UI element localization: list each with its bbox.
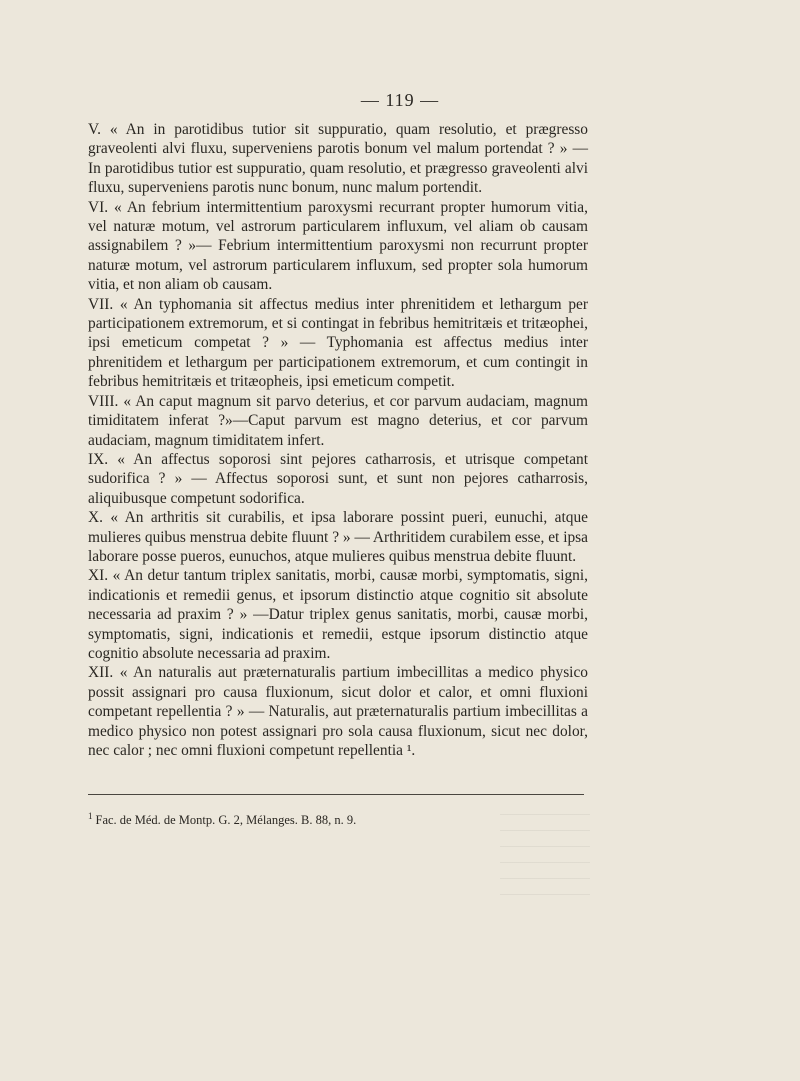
- footnote-text: Fac. de Méd. de Montp. G. 2, Mélanges. B. 88, n. 9.: [95, 813, 357, 828]
- thesis-VII: VII. « An typhomania sit affectus medius inter phrenitidem et lethargum per participationem extremorum, et si contingat in febribus hemitritæis et tritæophei, ipsi emeticum competat ? » — Typhomania est affectus medius inter phrenitidem et lethargum per participationem extremorum, et cum contingit in febribus hemitritæis et tritæopheis, ipsi emeticum competit.: [88, 295, 588, 391]
- footnote-divider: [88, 794, 584, 795]
- thesis-XI: XI. « An detur tantum triplex sanitatis, morbi, causæ morbi, symptomatis, signi, indicationis et remedii genus, et ipsorum distinctio atque cognitio sit absolute necessaria ad praxim ? » —Datur triplex genus sanitatis, morbi, causæ morbi, symptomatis, signi, indicationis et remedii, estque ipsorum distinctio atque cognitio absolute necessaria ad praxim.: [88, 567, 588, 662]
- thesis-VIII: VIII. « An caput magnum sit parvo deterius, et cor parvum audaciam, magnum timiditatem inferat ?»—Caput parvum est magno deterius, et cor parvum audaciam, magnum timiditatem infert.: [88, 392, 588, 449]
- footnote-mark: 1: [88, 811, 93, 821]
- thesis-VI: VI. « An febrium intermittentium paroxysmi recurrant propter humorum vitia, vel naturæ motum, vel astrorum particularem influxum, vel aliam ob causam assignabilem ? »— Febrium intermittentium paroxysmi non recurrunt propter naturæ motum, vel astrorum particularem influxum, sed propter sola humorum vitia, et non aliam ob causam.: [88, 198, 588, 294]
- thesis-X: X. « An arthritis sit curabilis, et ipsa laborare possint pueri, eunuchi, atque mulieres quibus menstrua debite fluunt ? » — Arthritidem curabilem esse, et ipsa laborare posse pueros, eunuchos, atque mulieres quibus menstrua debite fluunt.: [88, 509, 588, 565]
- show-through-texture: [500, 805, 590, 895]
- thesis-IX: IX. « An affectus soporosi sint pejores catharrosis, et utrisque competant sudorifica ? » — Affectus soporosi sunt, et sunt non pejores catharrosis, aliquibusque competunt sodorifica.: [88, 450, 588, 507]
- thesis-XII: XII. « An naturalis aut præternaturalis partium imbecillitas a medico physico possit assignari pro causa fluxionum, sicut dolor et calor, et omni fluxioni competant repellentia ? » — Naturalis, aut præternaturalis partium imbecillitas a medico physico non potest assignari pro sola causa fluxionum, sicut nec dolor, nec calor ; nec omni fluxioni competunt repellentia ¹.: [88, 664, 588, 759]
- thesis-V: V. « An in parotidibus tutior sit suppuratio, quam resolutio, et prægresso graveolenti alvi fluxu, superveniens parotis bonum vel malum portendat ? » — In parotidibus tutior est suppuratio, quam resolutio, et prægresso graveolenti alvi fluxu, superveniens parotis nunc bonum, nunc malum portendit.: [88, 121, 588, 197]
- body-text: [88, 120, 588, 760]
- page-number: — 119 —: [360, 90, 440, 110]
